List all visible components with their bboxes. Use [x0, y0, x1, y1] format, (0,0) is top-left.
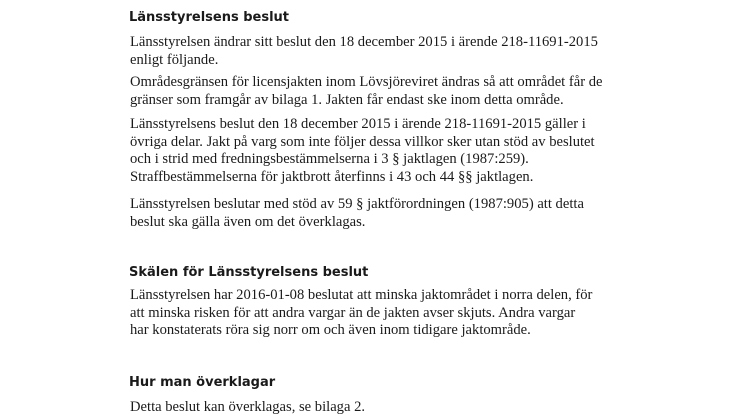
paragraph-decision-change — [130, 34, 598, 69]
text-line: Länsstyrelsen ändrar sitt beslut den 18 december 2015 i ärende 218-11691-2015 — [130, 34, 598, 50]
heading-hur-man-overklagar: Hur man överklagar — [129, 375, 276, 390]
paragraph-legal-basis — [130, 196, 584, 231]
text-line: Detta beslut kan överklagas, se bilaga 2. — [130, 399, 366, 415]
text-line: gränser som framgår av bilaga 1. Jakten får endast ske inom detta område. — [130, 91, 564, 108]
text-line: har konstaterats röra sig norr om och även inom tidigare jaktområde. — [130, 322, 531, 338]
text-line: Länsstyrelsen har 2016-01-08 beslutat att minska jaktområdet i norra delen, för — [130, 287, 593, 303]
text-line: enligt följande. — [130, 51, 219, 68]
heading-lansstyrelsens-beslut: Länsstyrelsens beslut — [129, 10, 290, 25]
text-line: övriga delar. Jakt på varg som inte följer dessa villkor sker utan stöd av beslutet — [130, 133, 595, 150]
paragraph-other-parts — [130, 116, 595, 186]
paragraph-appeal — [130, 399, 365, 417]
text-line: Straffbestämmelserna för jaktbrott återfinns i 43 och 44 §§ jaktlagen. — [130, 168, 534, 185]
text-line: Områdesgränsen för licensjakten inom Lövsjöreviret ändras så att området får de — [130, 74, 603, 90]
text-line: och i strid med fredningsbestämmelserna i 3 § jaktlagen (1987:259). — [130, 151, 529, 167]
paragraph-area-boundary — [130, 74, 603, 109]
text-line: beslut ska gälla även om det överklagas. — [130, 213, 366, 230]
paragraph-reasons — [130, 287, 592, 340]
text-line: att minska risken för att andra vargar än de jakten avser skjuts. Andra vargar — [130, 304, 576, 321]
heading-skalen: Skälen för Länsstyrelsens beslut — [129, 265, 369, 280]
text-line: Länsstyrelsen beslutar med stöd av 59 § jaktförordningen (1987:905) att detta — [130, 196, 584, 212]
text-line: Länsstyrelsens beslut den 18 december 2015 i ärende 218-11691-2015 gäller i — [130, 116, 586, 132]
